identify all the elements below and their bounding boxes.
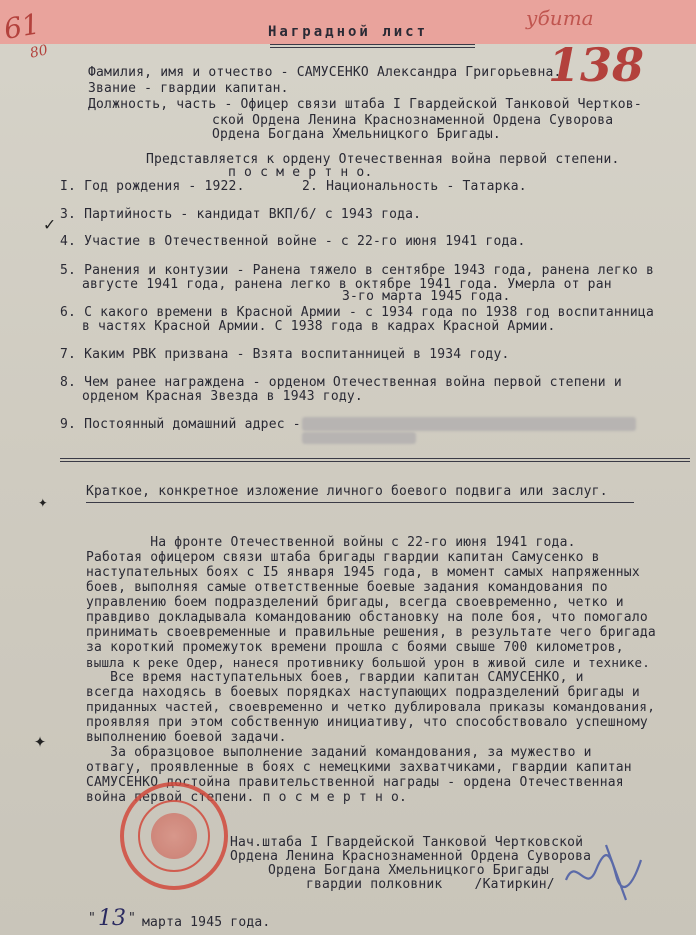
position-line-3: Ордена Богдана Хмельницкого Бригады. (212, 127, 501, 142)
narrative-line: вышла к реке Одер, нанеся противнику большой урон в живой силе и технике. (86, 655, 650, 670)
signature-line-1: Нач.штаба I Гвардейской Танковой Чертковской (230, 835, 584, 850)
check-mark: ✓ (44, 214, 55, 235)
check-mark-3: ✦ (34, 728, 47, 752)
person-name-line: Фамилия, имя и отчество - САМУСЕНКО Александра Григорьевна. (88, 65, 562, 80)
heading-underline (86, 502, 634, 503)
item-6-service-2: в частях Красной Армии. С 1938 года в кадрах Красной Армии. (82, 319, 556, 334)
item-7-conscription: 7. Каким РВК призвана - Взята воспитанницей в 1934 году. (60, 347, 510, 362)
narrative-line: проявляя при этом собственную инициативу, что способствовало успешному (86, 715, 648, 730)
item-5-wounds-2: августе 1941 года, ранена легко в октябре 1941 года. Умерла от ран (82, 277, 612, 292)
item-6-service-1: 6. С какого времени в Красной Армии - с 1934 года по 1938 год воспитанница (60, 305, 654, 320)
position-line: Должность, часть - Офицер связи штаба I Гвардейской Танковой Чертков- (88, 97, 642, 112)
corner-number-left: 61 (1, 7, 43, 46)
narrative-line: За образцовое выполнение заданий командования, за мужество и (86, 745, 592, 760)
item-4-war-participation: 4. Участие в Отечественной войне - с 22-го июня 1941 года. (60, 234, 526, 249)
date-day: 13 (98, 906, 126, 931)
corner-number-right: 138 (548, 38, 645, 92)
signature-line-2: Ордена Ленина Краснознаменной Ордена Суворова (230, 849, 592, 864)
redacted-address (302, 417, 636, 431)
item-1-birth-year: I. Год рождения - 1922. (60, 179, 245, 194)
check-mark-2: ✦ (38, 492, 48, 511)
narrative-line: правдиво докладывала командованию обстановку на поле боя, что помогало (86, 610, 648, 625)
item-3-party: 3. Партийность - кандидат ВКП/б/ с 1943 года. (60, 207, 422, 222)
posthumously-line: п о с м е р т н о. (228, 165, 373, 180)
narrative-line: САМУСЕНКО достойна правительственной награды - ордена Отечественная (86, 775, 624, 790)
narrative-line: война первой степени. п о с м е р т н о. (86, 790, 408, 805)
signature-line-3: Ордена Богдана Хмельницкого Бригады (268, 863, 549, 878)
date-quote-close: " (128, 911, 137, 926)
stamp-emblem (151, 813, 197, 859)
presentation-line: Представляется к ордену Отечественная война первой степени. (146, 152, 620, 167)
corner-number-left-2: 80 (28, 42, 50, 62)
narrative-line: принимать своевременные и правильные решения, в результате чего бригада (86, 625, 656, 640)
narrative-line: управлению боем подразделений бригады, всегда своевременно, четко и (86, 595, 624, 610)
item-5-wounds-1: 5. Ранения и контузии - Ранена тяжело в сентябре 1943 года, ранена легко в (60, 263, 654, 278)
narrative-line: за короткий промежуток времени прошла с боями свыше 700 километров, (86, 640, 624, 655)
narrative-line: боев, выполняя самые ответственные боевые задания командования по (86, 580, 608, 595)
handwritten-signature (556, 835, 656, 905)
item-8-awards-2: орденом Красная Звезда в 1943 году. (82, 389, 363, 404)
item-8-awards-1: 8. Чем ранее награждена - орденом Отечественная война первой степени и (60, 375, 622, 390)
item-2-nationality: 2. Национальность - Татарка. (302, 179, 527, 194)
rank-line: Звание - гвардии капитан. (88, 81, 289, 96)
date-rest: марта 1945 года. (142, 915, 271, 930)
narrative-line: всегда находясь в боевых порядках наступающих подразделений бригады и (86, 685, 640, 700)
narrative-line: На фронте Отечественной войны с 22-го июня 1941 года. (86, 535, 576, 550)
section-heading: Краткое, конкретное изложение личного боевого подвига или заслуг. (86, 484, 608, 499)
position-line-2: ской Ордена Ленина Краснознаменной Ордена Суворова (212, 113, 614, 128)
title-underline (270, 44, 475, 48)
corner-note-right: убита (526, 6, 594, 30)
redacted-address-2 (302, 432, 416, 444)
narrative-line: выполнению боевой задачи. (86, 730, 287, 745)
document-title: Наградной лист (268, 24, 429, 40)
signature-line-4: гвардии полковник /Катиркин/ (306, 877, 555, 892)
item-5-wounds-3: 3-го марта 1945 года. (342, 289, 511, 304)
section-divider (60, 458, 690, 462)
narrative-line: отвагу, проявленные в боях с немецкими захватчиками, гвардии капитан (86, 760, 632, 775)
date-quote-open: " (88, 911, 97, 926)
narrative-line: наступательных боях с I5 января 1945 года, в момент самых напряженных (86, 565, 640, 580)
narrative-line: приданных частей, своевременно и четко дублировала приказы командования, (86, 700, 656, 715)
official-stamp (120, 782, 228, 890)
narrative-line: Все время наступательных боев, гвардии капитан САМУСЕНКО, и (86, 670, 584, 685)
narrative-line: Работая офицером связи штаба бригады гвардии капитан Самусенко в (86, 550, 600, 565)
item-9-address: 9. Постоянный домашний адрес - (60, 417, 301, 432)
